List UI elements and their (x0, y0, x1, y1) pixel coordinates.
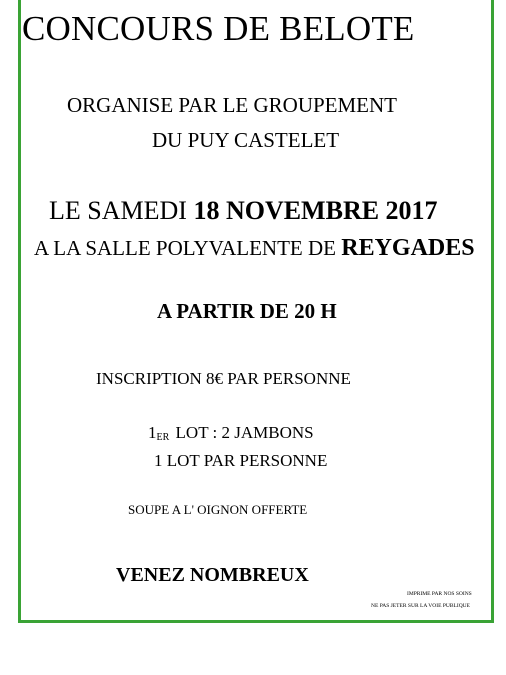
first-prize-text: LOT : 2 JAMBONS (171, 423, 314, 442)
event-place (34, 236, 475, 260)
first-prize-number: 1 (148, 423, 157, 442)
poster-title: CONCOURS DE BELOTE (22, 9, 415, 48)
start-time: A PARTIR DE 20 H (157, 299, 337, 323)
event-date-value: 18 NOVEMBRE 2017 (193, 196, 438, 225)
event-date (49, 198, 438, 224)
disposal-notice: NE PAS JETER SUR LA VOIE PUBLIQUE (371, 603, 471, 609)
soup-offer: SOUPE A L' OIGNON OFFERTE (128, 502, 308, 517)
call-to-action: VENEZ NOMBREUX (116, 564, 309, 586)
event-place-name: REYGADES (341, 235, 475, 261)
event-place-prefix: A LA SALLE POLYVALENTE DE (34, 236, 342, 260)
event-date-prefix: LE SAMEDI (49, 196, 194, 225)
organizer-line-2: DU PUY CASTELET (152, 128, 340, 152)
registration-fee: INSCRIPTION 8€ PAR PERSONNE (96, 369, 351, 388)
first-prize (148, 424, 314, 443)
printed-by-note: IMPRIME PAR NOS SOINS (407, 591, 472, 597)
first-prize-superscript: ER (156, 432, 170, 443)
organizer-line-1: ORGANISE PAR LE GROUPEMENT (67, 93, 398, 117)
prize-per-person: 1 LOT PAR PERSONNE (154, 451, 328, 470)
